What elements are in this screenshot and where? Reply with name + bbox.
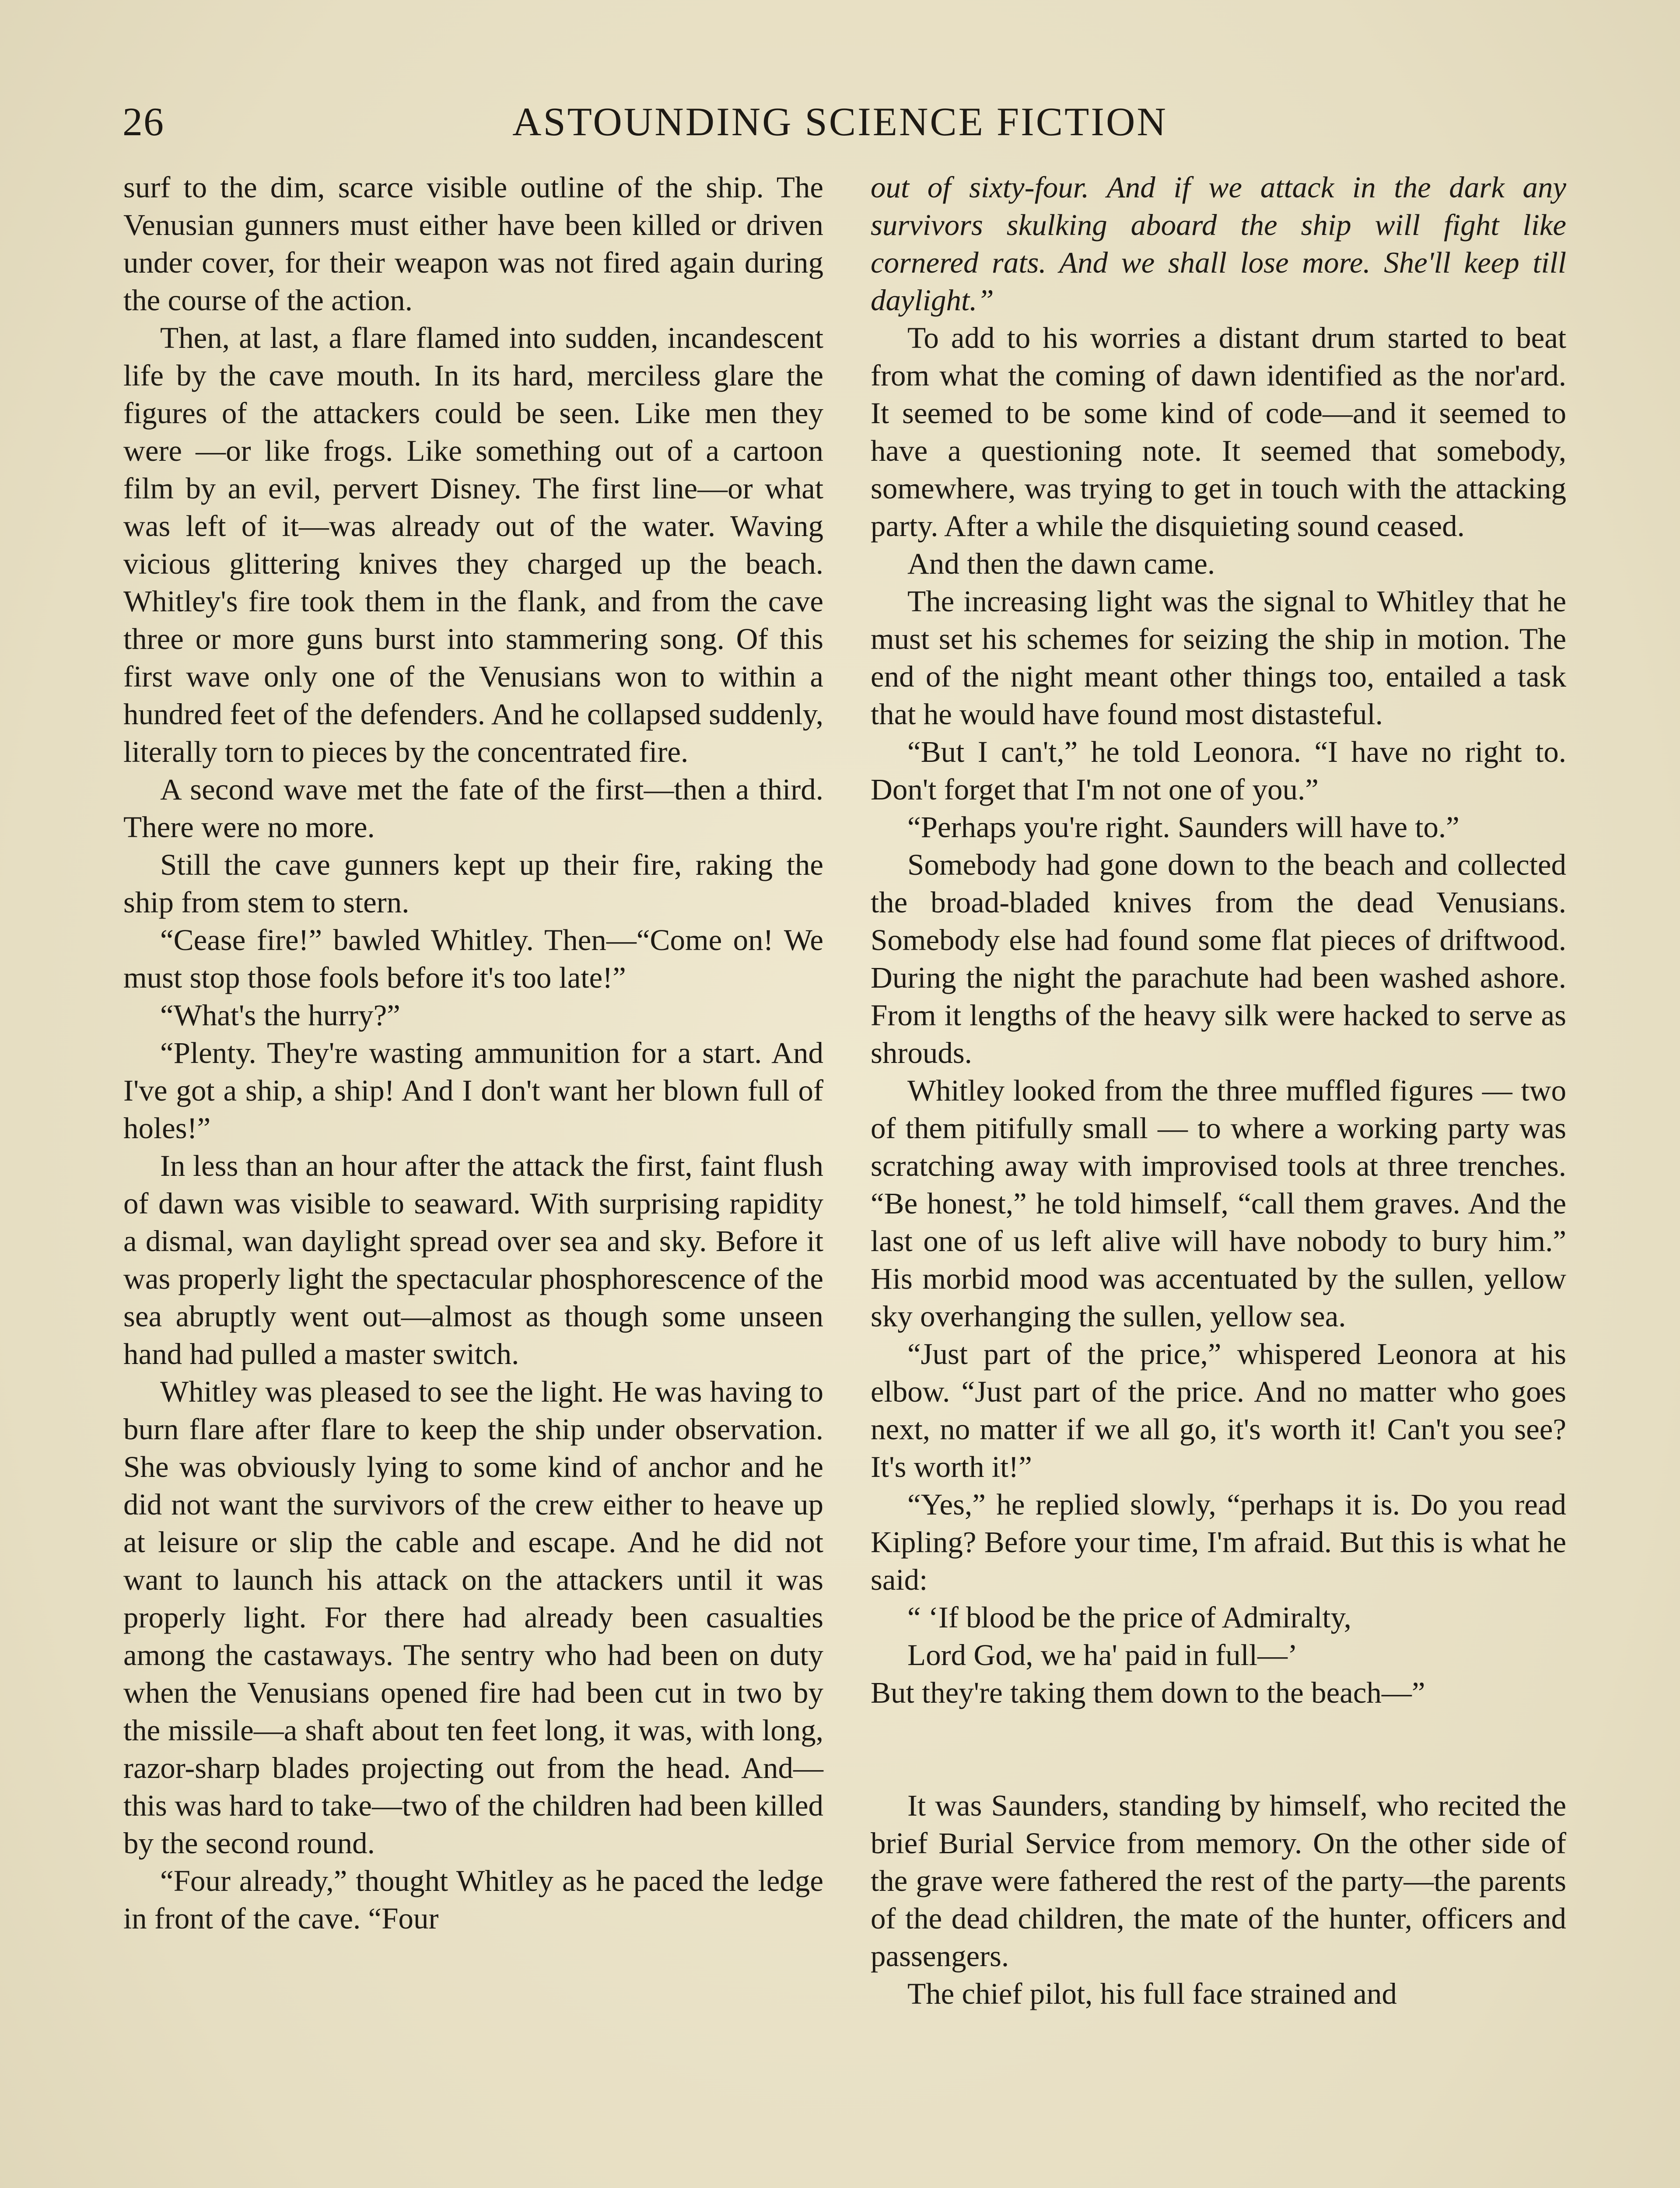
right-column <box>871 168 1566 2013</box>
paragraph: “Four already,” thought Whitley as he paced the ledge in front of the cave. “Four <box>123 1864 823 1935</box>
verse-line: “ ‘If blood be the price of Admiralty, <box>907 1601 1351 1634</box>
page-number: 26 <box>122 99 164 144</box>
paragraph: Then, at last, a flare flamed into sudden, incandescent life by the cave mouth. In its hard, merciless glare the figures of the attackers could be seen. Like men they were —or like frogs. Like something out of a cartoon film by an evil, pervert Disney. The first line—or what was left of it—was already out of the water. Waving vicious glittering knives they charged up the beach. Whitley's fire took them in the flank, and from the cave three or more guns burst into stammering song. Of this first wave only one of the Venusians won to within a hundred feet of the defenders. And he collapsed suddenly, literally torn to pieces by the concentrated fire. <box>123 321 823 768</box>
verse-line: Lord God, we ha' paid in full—’ <box>907 1638 1298 1672</box>
paragraph: Still the cave gunners kept up their fire, raking the ship from stem to stern. <box>123 848 823 919</box>
paragraph: “Cease fire!” bawled Whitley. Then—“Come on! We must stop those fools before it's too late!” <box>123 923 823 994</box>
paragraph: And then the dawn came. <box>907 547 1215 580</box>
paragraph: The increasing light was the signal to Whitley that he must set his schemes for seizing the ship in motion. The end of the night meant other things too, entailed a task that he would have found most distasteful. <box>871 585 1566 731</box>
italic-continuation: out of sixty-four. And if we attack in the dark any survivors skulking aboard the ship will fight like cornered rats. And we shall lose more. She'll keep till daylight.” <box>871 171 1566 317</box>
paragraph: Somebody had gone down to the beach and collected the broad-bladed knives from the dead Venusians. Somebody else had found some flat pieces of driftwood. During the night the parachute had been washed ashore. From it lengths of the heavy silk were hacked to serve as shrouds. <box>871 848 1566 1069</box>
paragraph: In less than an hour after the attack the first, faint flush of dawn was visible to seaward. With surprising rapidity a dismal, wan daylight spread over sea and sky. Before it was properly light the spectacular phosphorescence of the sea abruptly went out—almost as though some unseen hand had pulled a master switch. <box>123 1149 823 1371</box>
paragraph: “What's the hurry?” <box>160 999 400 1032</box>
paragraph: Whitley looked from the three muffled figures — two of them pitifully small — to where a working party was scratching away with improvised tools at three trenches. “Be honest,” he told himself, “call them graves. And the last one of us left alive will have nobody to bury him.” His morbid mood was accentuated by the sullen, yellow sky overhanging the sullen, yellow sea. <box>871 1074 1566 1333</box>
paragraph: It was Saunders, standing by himself, who recited the brief Burial Service from memory. On the other side of the grave were fathered the rest of the party—the parents of the dead children, the mate of the hunter, officers and passengers. <box>871 1789 1566 1973</box>
paragraph: “Perhaps you're right. Saunders will have to.” <box>907 810 1460 844</box>
paragraph: Whitley was pleased to see the light. He was having to burn flare after flare to keep the ship under observation. She was obviously lying to some kind of anchor and he did not want the survivors of the crew either to heave up at leisure or slip the cable and escape. And he did not want to launch his attack on the attackers until it was properly light. For there had already been casualties among the castaways. The sentry who had been on duty when the Venusians opened fire had been cut in two by the missile—a shaft about ten feet long, it was, with long, razor-sharp blades projecting out from the head. And—this was hard to take—two of the children had been killed by the second round. <box>123 1375 823 1860</box>
paragraph: surf to the dim, scarce visible outline of the ship. The Venusian gunners must either have been killed or driven under cover, for their weapon was not fired again during the course of the action. <box>123 171 823 317</box>
paragraph: “Plenty. They're wasting ammunition for a start. And I've got a ship, a ship! And I don't want her blown full of holes!” <box>123 1036 823 1145</box>
page-header <box>122 98 1558 151</box>
running-title: ASTOUNDING SCIENCE FICTION <box>512 99 1168 144</box>
paragraph: The chief pilot, his full face strained and <box>907 1977 1397 2010</box>
left-column <box>123 168 823 1937</box>
paragraph: To add to his worries a distant drum started to beat from what the coming of dawn identified as the nor'ard. It seemed to be some kind of code—and it seemed to have a questioning note. It seemed that somebody, somewhere, was trying to get in touch with the attacking party. After a while the disquieting sound ceased. <box>871 321 1566 543</box>
paragraph: “Just part of the price,” whispered Leonora at his elbow. “Just part of the price. And no matter who goes next, no matter if we all go, it's worth it! Can't you see? It's worth it!” <box>871 1337 1566 1483</box>
verse-line: But they're taking them down to the beach—” <box>871 1676 1425 1709</box>
paragraph: “But I can't,” he told Leonora. “I have no right to. Don't forget that I'm not one of you.” <box>871 735 1566 806</box>
paragraph: A second wave met the fate of the first—then a third. There were no more. <box>123 773 823 844</box>
paragraph: “Yes,” he replied slowly, “perhaps it is. Do you read Kipling? Before your time, I'm afraid. But this is what he said: <box>871 1488 1566 1596</box>
